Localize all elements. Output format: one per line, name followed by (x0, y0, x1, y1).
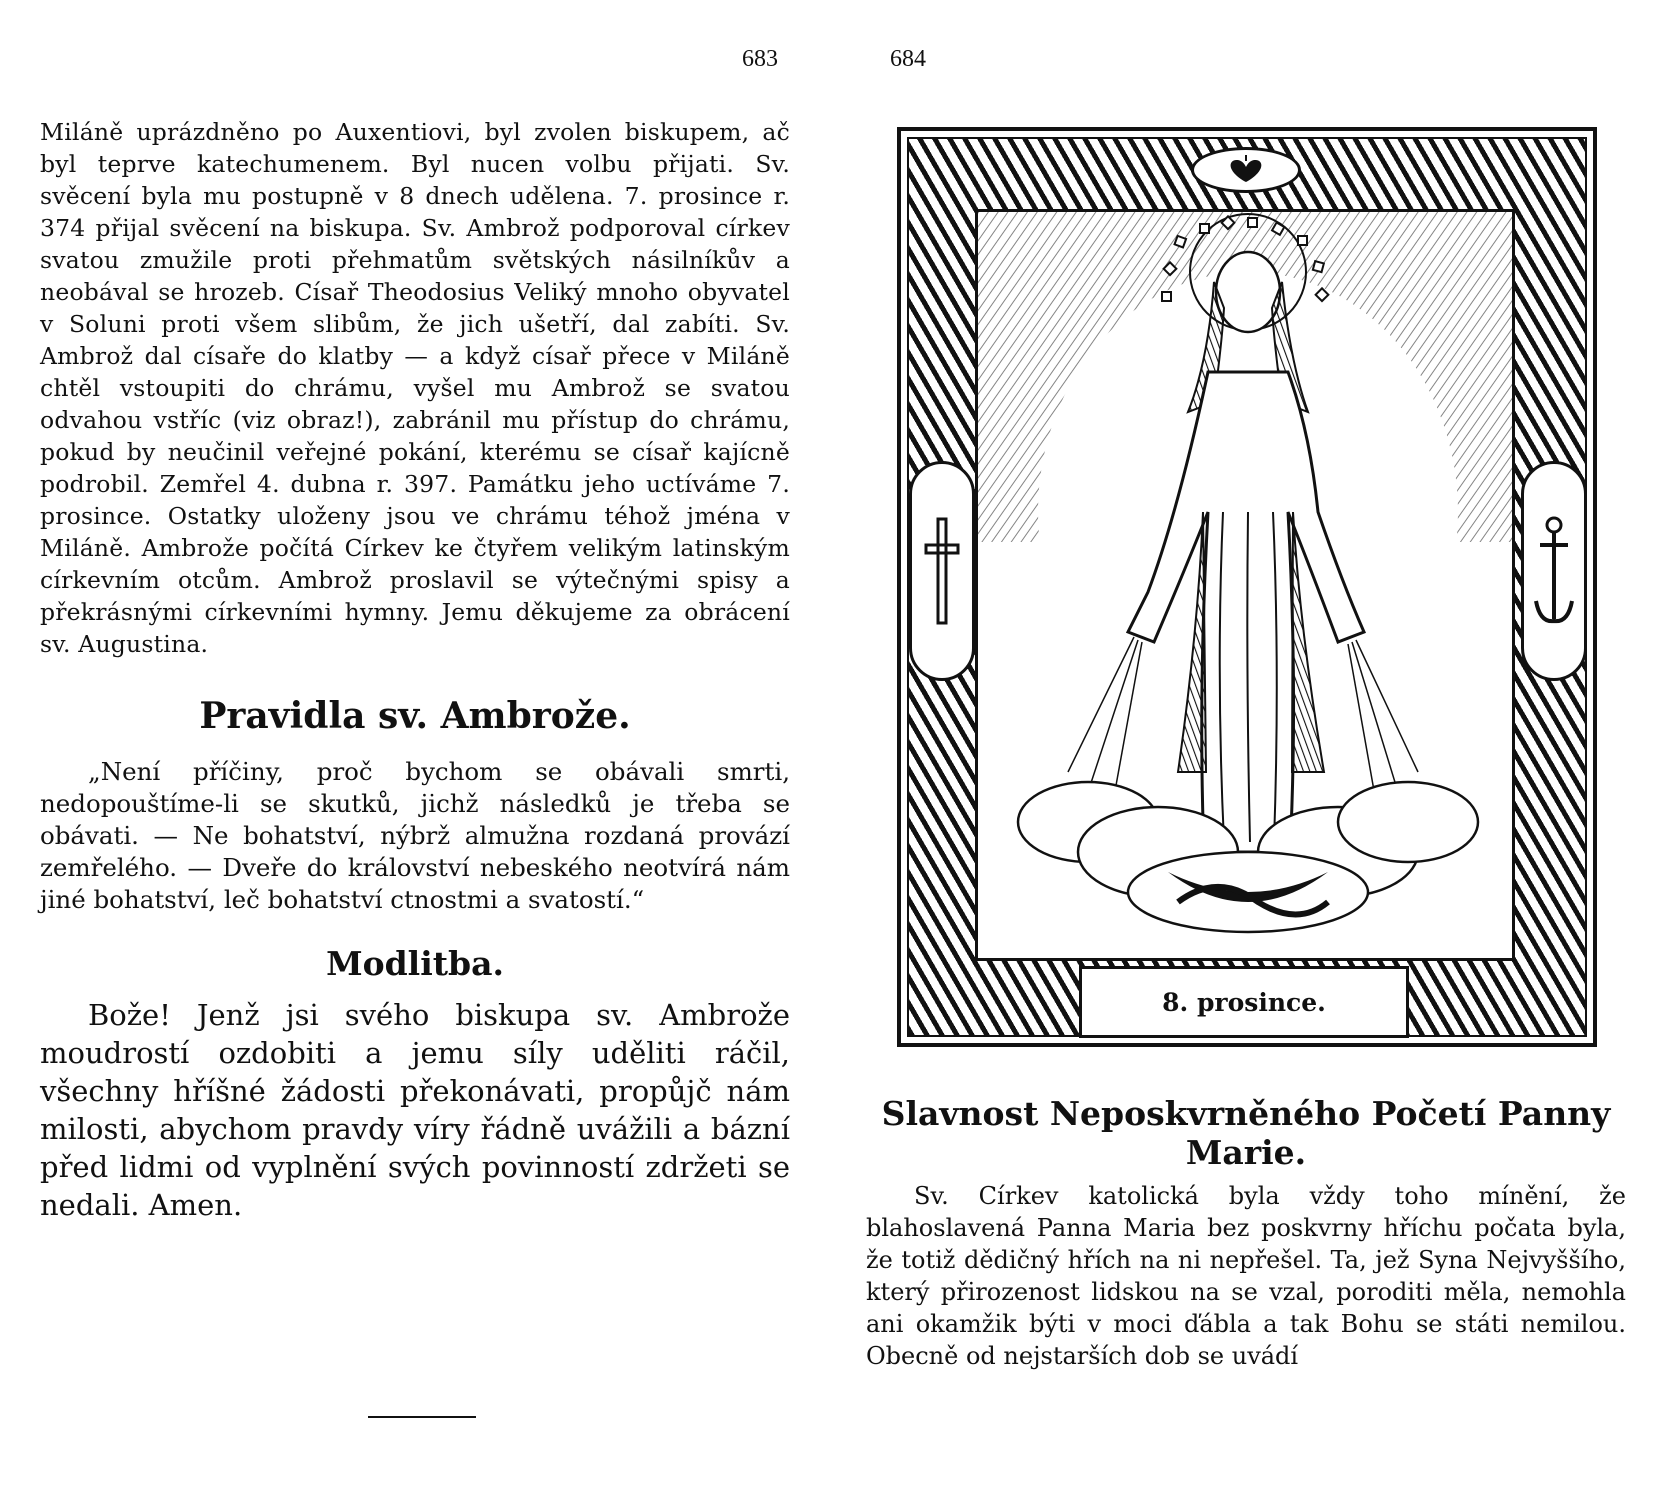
rules-heading: Pravidla sv. Ambrože. (199, 695, 631, 737)
anchor-medallion (1521, 461, 1587, 681)
sacred-heart-icon (1191, 147, 1301, 193)
right-page-column (866, 1094, 1626, 1372)
saint-ambrose-biography-text: Miláně uprázdněno po Auxentiovi, byl zvolen biskupem, ač byl teprve katechumenem. Byl nucen volbu přijati. Sv. svěcení byla mu postupně v 8 dnech udělena. 7. prosince r. 374 přijal svěcení na biskupa. Sv. Ambrož podporoval církev svatou zmužile proti přehmatům světských násilníkův a neobával se hrozeb. Císař Theodosius Veliký mnoho obyvatel v Soluni proti všem slibům, že jich ušetří, dal zabíti. Sv. Ambrož dal císaře do klatby — a když císař přece v Miláně chtěl vstoupiti do chrámu, vyšel mu Ambrož se svatou odvahou vstříc (viz obraz!), zabránil mu přístup do chrámu, pokud by neučinil veřejné pokání, kterému se císař kajícně podrobil. Zemřel 4. dubna r. 397. Památku jeho uctíváme 7. prosince. Ostatky uloženy jsou ve chrámu téhož jména v Miláně. Ambrože počítá Církev ke čtyřem velikým latinským církevním otcům. Ambrož proslavil se výtečnými spisy a překrásnými církevními hymny. Jemu děkujeme za obrácení sv. Augustina. (40, 118, 790, 658)
cross-icon (922, 511, 962, 631)
anchor-icon (1532, 511, 1576, 631)
prayer-heading: Modlitba. (326, 944, 504, 983)
end-divider (368, 1416, 476, 1418)
virgin-mary-engraving (975, 209, 1515, 961)
prayer-text: Bože! Jenž jsi svého biskupa sv. Ambrože moudrostí ozdobiti a jemu síly uděliti ráčil, všechny hříšné žádosti překonávati, propůjč nám milosti, abychom pravdy víry řádně uvážili a bázní před lidmi od vyplnění svých povinností zdržeti se nedali. Amen. (40, 998, 790, 1222)
left-page-column (40, 116, 790, 1224)
page-number-right: 684 (890, 46, 926, 72)
page-number-left: 683 (742, 46, 778, 72)
cross-medallion (909, 461, 975, 681)
illustration-caption: 8. prosince. (1079, 966, 1409, 1038)
immaculate-conception-text: Sv. Církev katolická byla vždy toho mínění, že blahoslavená Panna Maria bez poskvrny hříchu počata byla, že totiž dědičný hřích na ni nepřešel. Ta, jež Syna Nejvyššího, který přirozenost lidskou na se vzal, poroditi měla, nemohla ani okamžik býti v moci ďábla a tak Bohu se státi nemilou. Obecně od nejstarších dob se uvádí (866, 1182, 1626, 1370)
illustration-frame (897, 127, 1597, 1047)
feast-heading: Slavnost Neposkvrněného Početí Panny Marie. (881, 1094, 1611, 1172)
rules-quote: „Není příčiny, proč bychom se obávali smrti, nedopouštíme-li se skutků, jichž následků je třeba se obávati. — Ne bohatství, nýbrž almužna rozdaná provází zemřelého. — Dveře do království nebeského neotvírá nám jiné bohatství, leč bohatství ctnostmi a svatostí.“ (40, 757, 790, 914)
